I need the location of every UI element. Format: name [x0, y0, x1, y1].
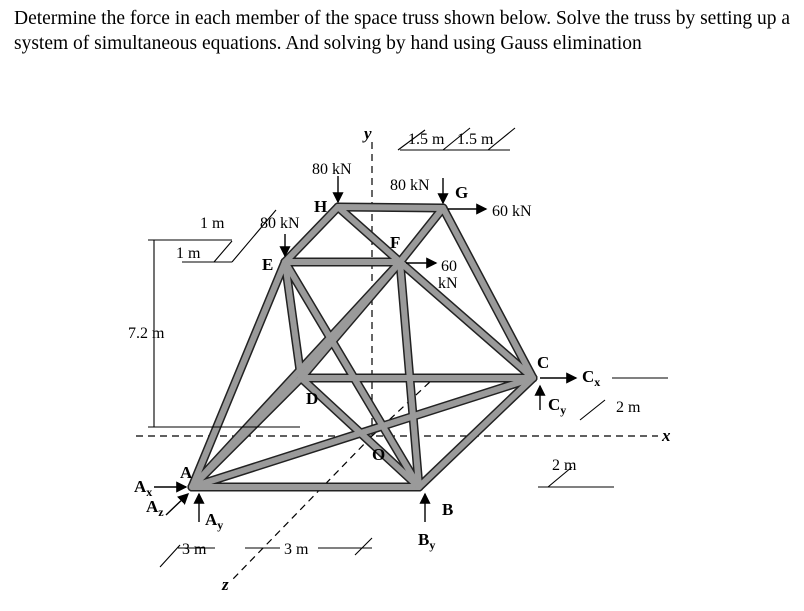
dim-label-right-b: 2 m [552, 457, 577, 474]
axis-label-y: y [364, 124, 372, 143]
load-label-h: 80 kN [312, 161, 352, 178]
joint-label-g: G [455, 183, 469, 202]
load-label-f-x-1: 60 [441, 258, 457, 275]
dim-label-height: 7.2 m [128, 325, 165, 342]
reaction-az-sub: z [158, 505, 164, 519]
dim-label-left-b: 1 m [176, 245, 201, 262]
reaction-cy-letter: C [548, 395, 561, 414]
reaction-by-sub: y [429, 538, 436, 552]
joint-label-o: O [372, 445, 386, 464]
reaction-label-az [146, 497, 164, 519]
reaction-by-letter: B [418, 530, 430, 549]
joint-label-h: H [314, 197, 328, 216]
dim-label-top-a: 1.5 m [408, 131, 445, 148]
axis-label-x: x [662, 426, 671, 445]
load-label-g-x: 60 kN [492, 203, 532, 220]
dim-label-bottom-a: 3 m [182, 541, 207, 558]
reaction-label-ay [205, 510, 223, 532]
reaction-ay-letter: A [205, 510, 218, 529]
load-label-g: 80 kN [390, 177, 430, 194]
reaction-label-cy [548, 395, 566, 417]
reaction-label-cx [582, 367, 600, 389]
axis-label-z: z [222, 575, 229, 594]
reaction-ax-letter: A [134, 477, 147, 496]
joint-label-e: E [262, 255, 274, 274]
reaction-cx-sub: x [594, 375, 601, 389]
reaction-cx-letter: C [582, 367, 595, 386]
problem-statement: Determine the force in each member of the space truss shown below. Solve the truss by setting up a system of simultaneous equations. And solving by hand using Gauss elimination [14, 8, 790, 54]
reaction-ay-sub: y [217, 518, 224, 532]
dim-label-top-b: 1.5 m [457, 131, 494, 148]
reaction-az-letter: A [146, 497, 159, 516]
reaction-label-ax [134, 477, 152, 499]
joint-label-b: B [442, 500, 454, 519]
load-label-f-x-2: kN [438, 275, 458, 292]
dim-label-right-a: 2 m [616, 399, 641, 416]
load-label-e: 80 kN [260, 215, 300, 232]
reaction-cy-sub: y [560, 403, 567, 417]
reaction-label-by [418, 530, 435, 552]
dim-label-bottom-b: 3 m [284, 541, 309, 558]
joint-label-d: D [306, 389, 319, 408]
joint-label-f: F [390, 233, 401, 252]
dim-label-left-a: 1 m [200, 215, 225, 232]
joint-label-c: C [537, 353, 550, 372]
reaction-ax-sub: x [146, 485, 153, 499]
joint-label-a: A [180, 463, 193, 482]
